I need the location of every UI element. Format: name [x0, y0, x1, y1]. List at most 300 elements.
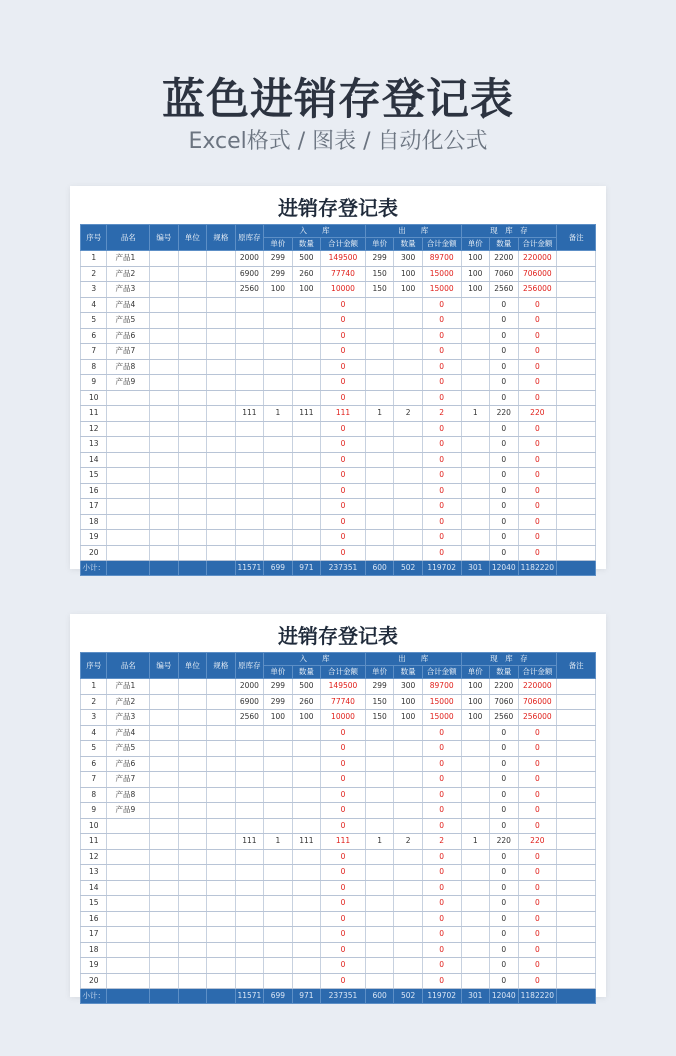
- table-cell: [207, 927, 235, 943]
- table-cell: [365, 545, 393, 561]
- table-cell: [557, 741, 596, 757]
- table-cell: [207, 710, 235, 726]
- table-cell: 产品5: [107, 313, 150, 329]
- table-cell: [207, 359, 235, 375]
- table-cell: 7: [81, 344, 107, 360]
- table-cell: 100: [264, 282, 292, 298]
- table-row: [81, 849, 596, 865]
- table-cell: [292, 741, 320, 757]
- table-cell: [207, 942, 235, 958]
- table-cell: [461, 313, 489, 329]
- table-row: [81, 973, 596, 989]
- table-cell: [150, 282, 178, 298]
- table-cell: [150, 756, 178, 772]
- table-cell: 0: [422, 313, 461, 329]
- total-cell: [178, 989, 206, 1004]
- table-cell: [365, 741, 393, 757]
- table-cell: 0: [518, 452, 557, 468]
- table-row: [81, 328, 596, 344]
- table-cell: [207, 880, 235, 896]
- table-cell: [557, 834, 596, 850]
- table-cell: [107, 514, 150, 530]
- table-cell: 111: [235, 834, 263, 850]
- table-cell: 0: [321, 756, 366, 772]
- table-cell: 2: [81, 266, 107, 282]
- table-cell: 2: [394, 834, 422, 850]
- table-row: [81, 741, 596, 757]
- table-cell: 10: [81, 390, 107, 406]
- table-cell: [235, 530, 263, 546]
- table-cell: 0: [490, 313, 518, 329]
- table-cell: 7: [81, 772, 107, 788]
- table-cell: 0: [518, 787, 557, 803]
- table-cell: 100: [394, 710, 422, 726]
- table-cell: 0: [490, 437, 518, 453]
- table-cell: 0: [490, 725, 518, 741]
- table-cell: 10000: [321, 282, 366, 298]
- table-cell: [178, 468, 206, 484]
- table-cell: [235, 865, 263, 881]
- table-cell: [557, 375, 596, 391]
- table-cell: 1: [365, 406, 393, 422]
- table-cell: 0: [490, 849, 518, 865]
- table-cell: [178, 437, 206, 453]
- table-cell: 100: [292, 710, 320, 726]
- header-stock: 现 库 存: [461, 225, 557, 238]
- table-cell: [557, 710, 596, 726]
- table-cell: 产品9: [107, 803, 150, 819]
- table-cell: [178, 452, 206, 468]
- header-unit: 单位: [178, 225, 206, 251]
- table-cell: [178, 834, 206, 850]
- total-cell: 11571: [235, 561, 263, 576]
- table-cell: [394, 499, 422, 515]
- table-cell: 13: [81, 437, 107, 453]
- table-cell: [292, 530, 320, 546]
- table-cell: [365, 297, 393, 313]
- table-cell: [461, 545, 489, 561]
- table-cell: 0: [321, 849, 366, 865]
- table-cell: 0: [518, 942, 557, 958]
- table-row: [81, 545, 596, 561]
- table-cell: [461, 772, 489, 788]
- table-row: [81, 344, 596, 360]
- header-name: 品名: [107, 225, 150, 251]
- table-cell: [365, 359, 393, 375]
- table-cell: [178, 756, 206, 772]
- table-row: [81, 927, 596, 943]
- table-cell: [150, 865, 178, 881]
- table-cell: [394, 545, 422, 561]
- table-cell: 100: [461, 282, 489, 298]
- table-cell: 0: [490, 896, 518, 912]
- table-cell: [150, 359, 178, 375]
- table-cell: [292, 772, 320, 788]
- table-body: [81, 679, 596, 989]
- table-cell: 0: [321, 818, 366, 834]
- table-cell: [557, 468, 596, 484]
- table-cell: [394, 911, 422, 927]
- table-cell: [557, 514, 596, 530]
- table-cell: 77740: [321, 694, 366, 710]
- table-cell: [235, 390, 263, 406]
- table-cell: 150: [365, 266, 393, 282]
- table-cell: 8: [81, 787, 107, 803]
- table-cell: 0: [490, 942, 518, 958]
- table-cell: 0: [321, 514, 366, 530]
- table-cell: 2200: [490, 251, 518, 267]
- table-cell: 0: [518, 849, 557, 865]
- table-cell: 100: [461, 251, 489, 267]
- table-row: [81, 468, 596, 484]
- table-cell: [150, 896, 178, 912]
- table-row: [81, 499, 596, 515]
- table-cell: [264, 772, 292, 788]
- table-cell: [557, 421, 596, 437]
- table-cell: [292, 880, 320, 896]
- table-cell: [207, 865, 235, 881]
- total-cell: 301: [461, 989, 489, 1004]
- table-cell: 300: [394, 251, 422, 267]
- table-cell: [207, 344, 235, 360]
- table-cell: [150, 375, 178, 391]
- table-cell: 0: [490, 787, 518, 803]
- table-cell: 产品3: [107, 282, 150, 298]
- table-cell: [557, 787, 596, 803]
- table-cell: [150, 421, 178, 437]
- table-cell: [235, 452, 263, 468]
- table-cell: 2: [81, 694, 107, 710]
- table-cell: 299: [264, 266, 292, 282]
- table-cell: 299: [264, 251, 292, 267]
- table-cell: 产品3: [107, 710, 150, 726]
- table-cell: [557, 911, 596, 927]
- table-cell: [461, 787, 489, 803]
- table-cell: [365, 499, 393, 515]
- table-cell: 89700: [422, 679, 461, 695]
- table-cell: 0: [518, 545, 557, 561]
- table-cell: [235, 313, 263, 329]
- table-cell: [394, 514, 422, 530]
- table-cell: [557, 818, 596, 834]
- header-in-qty: 数量: [292, 666, 320, 679]
- table-cell: [557, 297, 596, 313]
- table-cell: [557, 880, 596, 896]
- table-cell: [365, 313, 393, 329]
- table-cell: [264, 756, 292, 772]
- table-cell: [292, 865, 320, 881]
- table-cell: 0: [518, 725, 557, 741]
- header-stock: 现 库 存: [461, 653, 557, 666]
- table-cell: [235, 468, 263, 484]
- table-cell: [107, 942, 150, 958]
- table-cell: [461, 328, 489, 344]
- table-cell: [207, 694, 235, 710]
- table-cell: 0: [422, 328, 461, 344]
- table-cell: [394, 375, 422, 391]
- table-cell: [207, 406, 235, 422]
- table-cell: [461, 725, 489, 741]
- table-cell: [557, 359, 596, 375]
- table-cell: 3: [81, 710, 107, 726]
- table-cell: [207, 266, 235, 282]
- table-cell: [264, 483, 292, 499]
- table-cell: 0: [518, 973, 557, 989]
- table-cell: [207, 530, 235, 546]
- table-cell: [557, 927, 596, 943]
- table-cell: [207, 499, 235, 515]
- table-row: [81, 942, 596, 958]
- table-cell: [150, 406, 178, 422]
- table-cell: 0: [321, 865, 366, 881]
- table-cell: [365, 421, 393, 437]
- table-cell: [365, 927, 393, 943]
- table-cell: 产品2: [107, 266, 150, 282]
- table-cell: 0: [422, 468, 461, 484]
- table-row: [81, 694, 596, 710]
- table-cell: 产品1: [107, 251, 150, 267]
- table-cell: 706000: [518, 694, 557, 710]
- table-cell: [394, 452, 422, 468]
- table-cell: [365, 787, 393, 803]
- table-cell: [235, 958, 263, 974]
- header-in-amount: 合计金额: [321, 238, 366, 251]
- table-cell: [150, 958, 178, 974]
- table-cell: [150, 772, 178, 788]
- table-cell: [365, 973, 393, 989]
- table-cell: [150, 452, 178, 468]
- table-cell: [557, 849, 596, 865]
- table-cell: 2560: [235, 710, 263, 726]
- table-cell: [557, 390, 596, 406]
- table-cell: 14: [81, 880, 107, 896]
- table-cell: 0: [518, 483, 557, 499]
- table-cell: [557, 437, 596, 453]
- table-cell: [365, 344, 393, 360]
- table-cell: [207, 437, 235, 453]
- table-cell: [292, 344, 320, 360]
- table-cell: 0: [422, 545, 461, 561]
- table-cell: [107, 483, 150, 499]
- table-cell: [461, 973, 489, 989]
- table-cell: [557, 328, 596, 344]
- totals-row: [81, 989, 596, 1004]
- table-cell: [107, 452, 150, 468]
- table-cell: [207, 958, 235, 974]
- table-cell: 0: [490, 818, 518, 834]
- table-cell: [292, 803, 320, 819]
- table-cell: 产品7: [107, 344, 150, 360]
- table-cell: 100: [394, 282, 422, 298]
- table-cell: [107, 437, 150, 453]
- table-cell: 9: [81, 375, 107, 391]
- table-row: [81, 865, 596, 881]
- header-out: 出 库: [365, 225, 461, 238]
- table-cell: [394, 787, 422, 803]
- table-cell: [365, 483, 393, 499]
- table-cell: [461, 880, 489, 896]
- table-cell: [150, 499, 178, 515]
- table-cell: 100: [461, 710, 489, 726]
- table-cell: [461, 421, 489, 437]
- table-cell: [292, 452, 320, 468]
- inventory-table: [80, 224, 596, 576]
- table-cell: [365, 958, 393, 974]
- table-cell: [557, 530, 596, 546]
- table-cell: 100: [461, 266, 489, 282]
- table-cell: [150, 266, 178, 282]
- table-cell: 0: [422, 803, 461, 819]
- table-cell: [150, 973, 178, 989]
- table-cell: [107, 468, 150, 484]
- table-cell: [235, 514, 263, 530]
- table-cell: [264, 880, 292, 896]
- table-cell: 6900: [235, 694, 263, 710]
- table-cell: [178, 530, 206, 546]
- table-cell: 0: [518, 803, 557, 819]
- table-cell: 0: [321, 725, 366, 741]
- total-cell: 12040: [490, 561, 518, 576]
- table-cell: [178, 787, 206, 803]
- table-cell: [178, 741, 206, 757]
- table-cell: [207, 834, 235, 850]
- total-cell: 502: [394, 989, 422, 1004]
- table-cell: 产品1: [107, 679, 150, 695]
- table-cell: [150, 483, 178, 499]
- table-row: [81, 421, 596, 437]
- totals-row: [81, 561, 596, 576]
- total-cell: 1182220: [518, 561, 557, 576]
- table-cell: [178, 880, 206, 896]
- table-cell: 0: [490, 772, 518, 788]
- spreadsheet-preview: [70, 186, 606, 572]
- table-cell: [461, 942, 489, 958]
- table-cell: 111: [321, 834, 366, 850]
- header-in: 入 库: [264, 225, 366, 238]
- table-row: [81, 710, 596, 726]
- table-cell: [235, 911, 263, 927]
- table-cell: [365, 725, 393, 741]
- table-cell: [207, 514, 235, 530]
- table-cell: [150, 927, 178, 943]
- table-cell: 300: [394, 679, 422, 695]
- table-cell: [461, 375, 489, 391]
- table-cell: [150, 530, 178, 546]
- table-cell: [235, 741, 263, 757]
- table-cell: 0: [422, 756, 461, 772]
- table-cell: [150, 880, 178, 896]
- table-cell: [264, 942, 292, 958]
- header-out-price: 单价: [365, 238, 393, 251]
- table-cell: [292, 973, 320, 989]
- table-cell: [207, 787, 235, 803]
- table-cell: 2560: [490, 710, 518, 726]
- table-cell: [107, 390, 150, 406]
- table-cell: [394, 297, 422, 313]
- table-cell: [557, 406, 596, 422]
- table-cell: [107, 927, 150, 943]
- table-cell: [235, 849, 263, 865]
- table-cell: 1: [461, 406, 489, 422]
- header-in-price: 单价: [264, 666, 292, 679]
- table-cell: [150, 911, 178, 927]
- table-cell: [235, 437, 263, 453]
- total-cell: 301: [461, 561, 489, 576]
- table-cell: 150: [365, 282, 393, 298]
- table-cell: [365, 772, 393, 788]
- table-cell: [365, 452, 393, 468]
- table-cell: [461, 927, 489, 943]
- table-cell: 15000: [422, 282, 461, 298]
- table-cell: [365, 865, 393, 881]
- table-cell: [264, 927, 292, 943]
- table-cell: [207, 849, 235, 865]
- table-cell: [365, 849, 393, 865]
- table-row: [81, 880, 596, 896]
- table-cell: 11: [81, 406, 107, 422]
- table-cell: 0: [518, 499, 557, 515]
- table-cell: 500: [292, 679, 320, 695]
- table-cell: [235, 896, 263, 912]
- table-cell: 20: [81, 973, 107, 989]
- table-cell: [292, 390, 320, 406]
- total-cell: 小计：: [81, 989, 107, 1004]
- table-cell: [178, 328, 206, 344]
- header-seq: 序号: [81, 653, 107, 679]
- table-cell: 0: [518, 468, 557, 484]
- table-cell: [365, 942, 393, 958]
- table-cell: [461, 297, 489, 313]
- header-out-qty: 数量: [394, 238, 422, 251]
- table-cell: [394, 818, 422, 834]
- table-cell: 0: [321, 297, 366, 313]
- table-row: [81, 787, 596, 803]
- table-cell: 0: [518, 359, 557, 375]
- inventory-table: [80, 652, 596, 1004]
- table-cell: [264, 849, 292, 865]
- table-cell: [264, 328, 292, 344]
- table-cell: 0: [490, 421, 518, 437]
- table-cell: [394, 741, 422, 757]
- table-cell: [207, 725, 235, 741]
- table-cell: 0: [422, 849, 461, 865]
- total-cell: 1182220: [518, 989, 557, 1004]
- table-cell: [557, 772, 596, 788]
- table-row: [81, 958, 596, 974]
- header-orig-stock: 原库存: [235, 225, 263, 251]
- table-row: [81, 756, 596, 772]
- table-cell: [461, 499, 489, 515]
- table-cell: 0: [422, 390, 461, 406]
- table-cell: 0: [321, 344, 366, 360]
- table-cell: 11: [81, 834, 107, 850]
- table-cell: [178, 942, 206, 958]
- table-cell: [292, 725, 320, 741]
- table-cell: [394, 328, 422, 344]
- table-row: [81, 772, 596, 788]
- table-cell: 0: [321, 483, 366, 499]
- table-cell: 6900: [235, 266, 263, 282]
- table-cell: 1: [264, 834, 292, 850]
- table-cell: [394, 421, 422, 437]
- table-cell: [557, 865, 596, 881]
- table-cell: [394, 849, 422, 865]
- total-cell: 971: [292, 561, 320, 576]
- header-spec: 规格: [207, 653, 235, 679]
- table-cell: 0: [321, 942, 366, 958]
- table-cell: [394, 359, 422, 375]
- table-cell: 0: [422, 787, 461, 803]
